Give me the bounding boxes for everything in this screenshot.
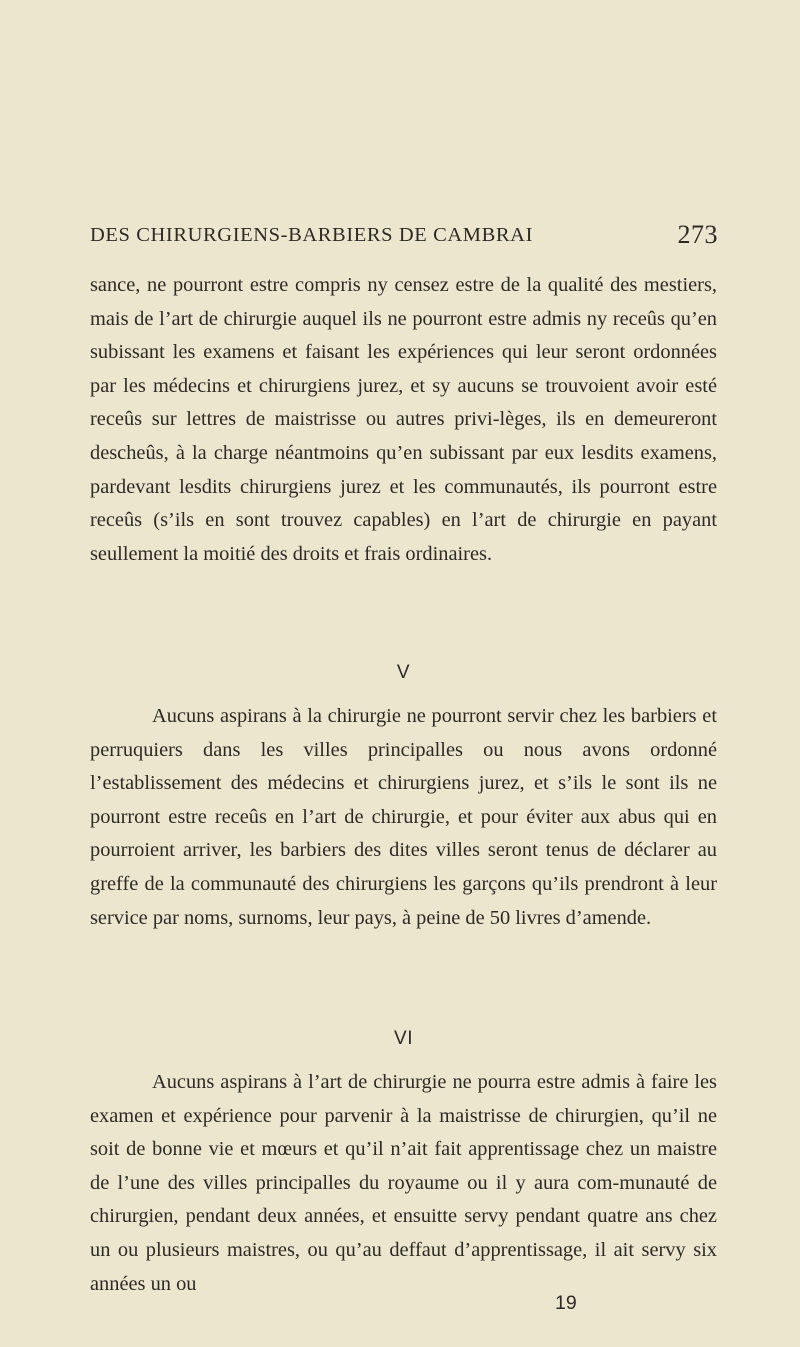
section-paragraph: Aucuns aspirans à l’art de chirurgie ne pourra estre admis à faire les examen et expérience pour parvenir à la maistrisse de chirurgien, qu’il ne soit de bonne vie et mœurs et qu’il n’ait fait apprentissage chez un maistre de l’une des villes principalles du royaume ou il y aura com-munauté de chirurgien, pendant deux années, et ensuitte servy pendant quatre ans chez un ou plusieurs maistres, ou qu’au deffaut d’apprentissage, il ait servy six années un ou	[90, 1071, 717, 1295]
signature-mark: 19	[555, 1292, 577, 1314]
running-head	[90, 220, 718, 250]
section-number: VI	[394, 1028, 413, 1049]
section-number: V	[396, 662, 411, 683]
body-paragraph: sance, ne pourront estre compris ny censez estre de la qualité des mestiers, mais de l’art de chirurgie auquel ils ne pourront estre admis ny receûs qu’en subissant les examens et faisant les expériences qui leur seront ordonnées par les médecins et chirurgiens jurez, et sy aucuns se trouvoient avoir esté receûs sur lettres de maistrisse ou autres privi-lèges, ils en demeureront descheûs, à la charge néantmoins qu’en subissant par eux lesdits examens, pardevant lesdits chirurgiens jurez et les communautés, ils pourront estre receûs (s’ils en sont trouvez capables) en l’art de chirurgie en payant seullement la moitié des droits et frais ordinaires.	[90, 274, 717, 565]
running-title: DES CHIRURGIENS-BARBIERS DE CAMBRAI	[90, 224, 534, 246]
section-paragraph: Aucuns aspirans à la chirurgie ne pourront servir chez les barbiers et perruquiers dans les villes principalles ou nous avons ordonné l’establissement des médecins et chirurgiens jurez, et s’ils le sont ils ne pourront estre receûs en l’art de chirurgie, et pour éviter aux abus qui en pourroient arriver, les barbiers des dites villes seront tenus de déclarer au greffe de la communauté des chirurgiens les garçons qu’ils prendront à leur service par noms, surnoms, leur pays, à peine de 50 livres d’amende.	[90, 705, 717, 929]
page-number: 273	[677, 220, 718, 249]
